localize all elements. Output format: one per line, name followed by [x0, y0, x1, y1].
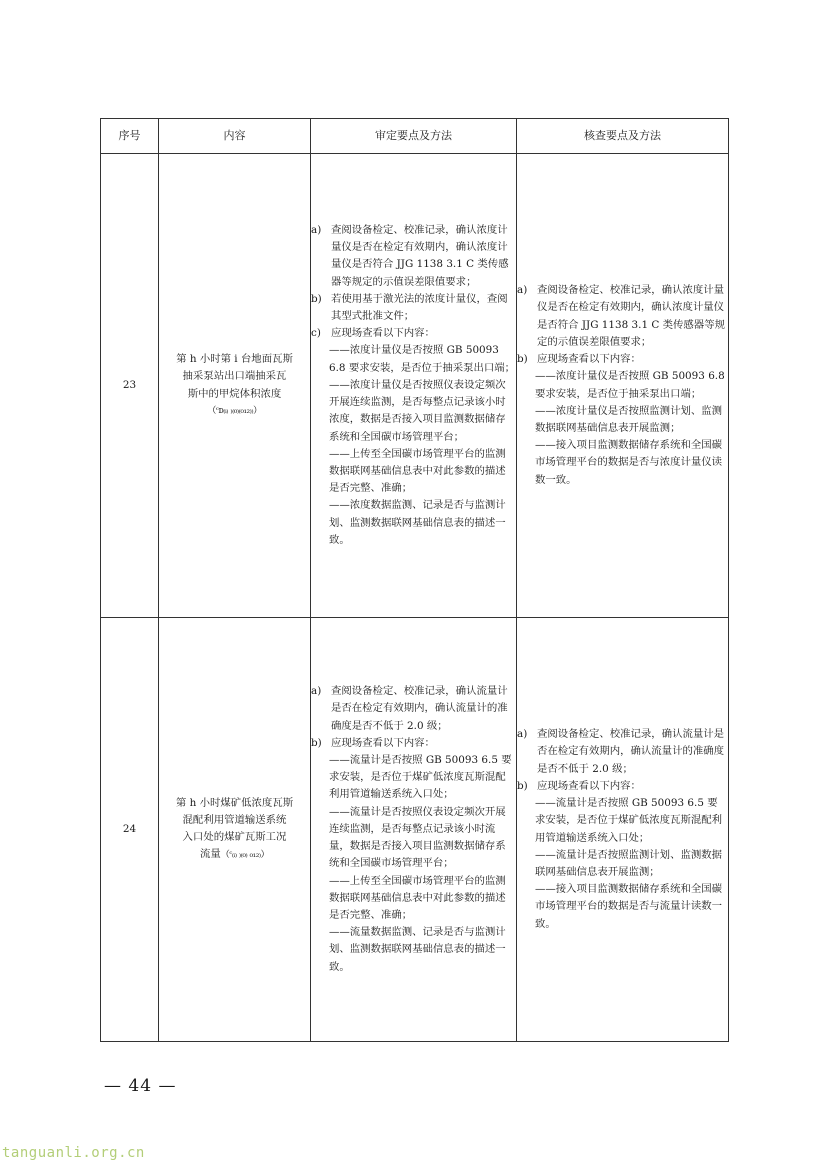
- item-text: 应现场查看以下内容：: [537, 779, 641, 792]
- list-item: [311, 683, 516, 735]
- item-marker: a): [517, 284, 528, 297]
- sub-item: ——浓度数据监测、记录是否与监测计划、监测数据联网基础信息表的描述一致。: [329, 499, 506, 546]
- review-method: [311, 618, 517, 1042]
- sub-item: ——浓度计量仪是否按照仪表设定频次开展连续监测，是否每整点记录该小时浓度，数据是否接入项目监测数据储存系统和全国碳市场管理平台；: [329, 378, 506, 443]
- table-header-row: [101, 119, 729, 154]
- item-marker: b): [311, 736, 322, 749]
- content-line: 混配利用管道输送系统: [182, 813, 287, 826]
- item-marker: a): [311, 224, 322, 237]
- content-line: 第 h 小时煤矿低浓度瓦斯: [175, 796, 294, 809]
- item-marker: b): [311, 292, 322, 305]
- review-method: [311, 154, 517, 618]
- header-review: 审定要点及方法: [311, 119, 517, 154]
- sub-item: ——流量计是否按照 GB 50093 6.5 要求安装，是否位于煤矿低浓度瓦斯混配利用管道输送系统入口处；: [329, 754, 512, 801]
- item-text: 若使用基于激光法的浓度计量仪，查阅其型式批准文件；: [331, 292, 508, 323]
- list-item: [311, 291, 516, 325]
- item-text: 应现场查看以下内容：: [331, 327, 435, 340]
- sub-item: ——流量计是否按照仪表设定频次开展连续监测，是否每整点记录该小时流量，数据是否接入项目监测数据储存系统和全国碳市场管理平台；: [329, 805, 506, 870]
- row-seq: 23: [101, 154, 159, 618]
- sub-item: ——流量计是否按照 GB 50093 6.5 要求安装，是否位于煤矿低浓度瓦斯混配利用管道输送系统入口处；: [535, 797, 723, 844]
- item-marker: c): [311, 327, 321, 340]
- item-marker: b): [517, 353, 528, 366]
- content-line: 第 h 小时第 i 台地面瓦斯: [176, 353, 293, 366]
- item-marker: a): [517, 728, 528, 741]
- sub-item: ——上传至全国碳市场管理平台的监测数据联网基础信息表中对此参数的描述是否完整、准确；: [329, 874, 506, 921]
- sub-item: ——浓度计量仪是否按照 GB 50093 6.8 要求安装，是否位于抽采泵出口端；: [329, 344, 516, 374]
- item-marker: b): [517, 779, 528, 792]
- content-line: 抽采泵站出口端抽采瓦: [182, 370, 287, 383]
- list-item: [517, 726, 728, 778]
- content-line: 流量: [199, 848, 221, 861]
- content-line: 入口处的煤矿瓦斯工况: [182, 831, 287, 843]
- row-seq: 24: [101, 618, 159, 1042]
- list-item: [311, 735, 516, 752]
- content-line: 斯中的甲烷体积浓度: [187, 387, 282, 400]
- header-content: 内容: [159, 119, 311, 154]
- parameter-symbol: （ᶜᴅ₍ᵢ₎ ₎₍₀₎₍₀₁₂₎₎）: [207, 405, 262, 416]
- sub-item: ——接入项目监测数据储存系统和全国碳市场管理平台的数据是否与浓度计量仪读数一致。: [535, 439, 723, 486]
- list-item: [517, 351, 728, 368]
- list-item: [517, 282, 728, 351]
- item-marker: a): [311, 685, 322, 698]
- sub-item: ——浓度计量仪是否按照监测计划、监测数据联网基础信息表开展监测；: [535, 404, 723, 434]
- list-item: [311, 325, 516, 342]
- list-item: [311, 222, 516, 291]
- check-method: [517, 154, 729, 618]
- item-text: 查阅设备检定、校准记录，确认浓度计量仪是否在检定有效期内，确认浓度计量仪是否符合 JJG 1138 3.1 C 类传感器等规定的示值误差限值要求；: [537, 284, 725, 348]
- item-text: 应现场查看以下内容：: [331, 736, 435, 749]
- row-content: [159, 618, 311, 1042]
- sub-item: ——流量计是否按照监测计划、监测数据联网基础信息表开展监测；: [535, 848, 723, 878]
- parameter-symbol: （ᶜ₍ᵢ₎ ₎₍₀₎ ₀₁₂₎）: [220, 850, 270, 861]
- page-number: — 44 —: [104, 1076, 177, 1096]
- sub-item: ——流量数据监测、记录是否与监测计划、监测数据联网基础信息表的描述一致。: [329, 926, 506, 973]
- watermark-text: tanguanli.org.cn: [2, 1145, 145, 1161]
- item-text: 查阅设备检定、校准记录，确认浓度计量仪是否在检定有效期内，确认浓度计量仪是否符合 JJG 1138 3.1 C 类传感器等规定的示值误差限值要求；: [331, 224, 509, 288]
- row-content: [159, 154, 311, 618]
- table-row: [101, 154, 729, 618]
- sub-item: ——上传至全国碳市场管理平台的监测数据联网基础信息表中对此参数的描述是否完整、准确；: [329, 447, 506, 495]
- item-text: 查阅设备检定、校准记录，确认流量计是否在检定有效期内，确认流量计的准确度是否不低于 2.0 级；: [537, 728, 725, 775]
- list-item: [517, 778, 728, 795]
- item-text: 应现场查看以下内容：: [537, 353, 641, 366]
- audit-table: [100, 118, 729, 1042]
- table-row: [101, 618, 729, 1042]
- sub-item: ——接入项目监测数据储存系统和全国碳市场管理平台的数据是否与流量计读数一致。: [535, 883, 723, 930]
- header-check: 核查要点及方法: [517, 119, 729, 154]
- header-seq: 序号: [101, 119, 159, 154]
- check-method: [517, 618, 729, 1042]
- sub-item: ——浓度计量仪是否按照 GB 50093 6.8 要求安装，是否位于抽采泵出口端；: [535, 370, 725, 400]
- item-text: 查阅设备检定、校准记录，确认流量计是否在检定有效期内，确认流量计的准确度是否不低于 2.0 级；: [331, 685, 508, 732]
